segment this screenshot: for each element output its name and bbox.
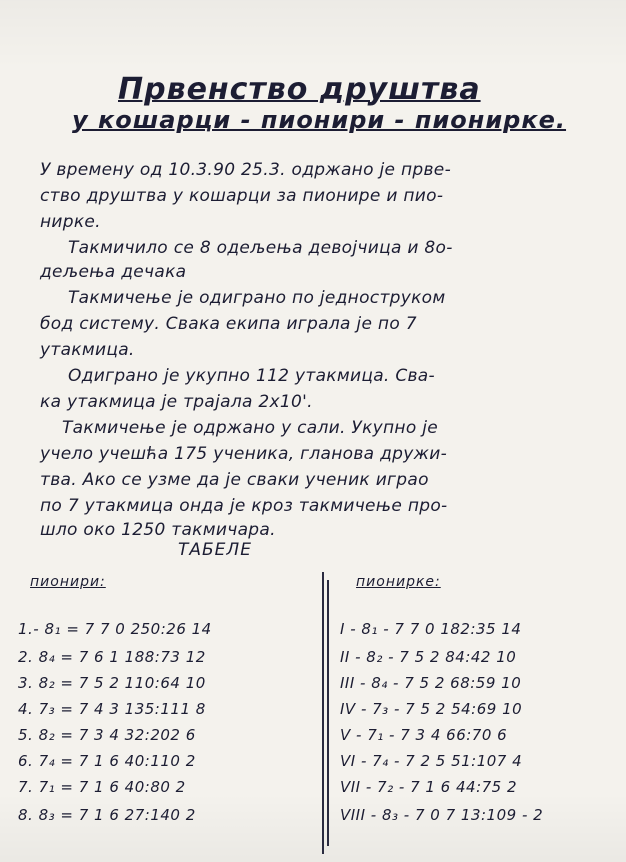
- title-line-2: у кошарци - пионири - пионирке.: [72, 106, 567, 134]
- boys-table-row: 4. 7₃ = 7 4 3 135:111 8: [18, 700, 206, 718]
- boys-table-row: 5. 8₂ = 7 3 4 32:202 6: [18, 726, 196, 744]
- girls-table-row: VIII - 8₃ - 7 0 7 13:109 - 2: [340, 806, 544, 824]
- paragraph-line: шло око 1250 такмичара.: [40, 520, 276, 540]
- paragraph-line: Такмичење је одиграно по једноструком: [68, 288, 446, 308]
- paragraph-line: дељења дечака: [40, 262, 187, 282]
- paragraph-line: утакмица.: [40, 340, 135, 360]
- paragraph-line: Одиграно је укупно 112 утакмица. Сва-: [68, 366, 435, 386]
- boys-table-row: 2. 8₄ = 7 6 1 188:73 12: [18, 648, 206, 666]
- paragraph-line: У времену од 10.3.90 25.3. одржано је прве-: [40, 160, 452, 180]
- girls-table-row: IV - 7₃ - 7 5 2 54:69 10: [340, 700, 523, 718]
- paragraph-line: нирке.: [40, 212, 101, 232]
- girls-table-row: III - 8₄ - 7 5 2 68:59 10: [340, 674, 522, 692]
- paragraph-line: ка утакмица је трајала 2x10'.: [40, 392, 313, 412]
- table-divider: [322, 572, 324, 854]
- boys-table-row: 6. 7₄ = 7 1 6 40:110 2: [18, 752, 196, 770]
- girls-table-row: II - 8₂ - 7 5 2 84:42 10: [340, 648, 517, 666]
- girls-table-row: VII - 7₂ - 7 1 6 44:75 2: [340, 778, 518, 796]
- paragraph-line: бод систему. Свака екипа играла је по 7: [40, 314, 417, 334]
- paragraph-line: Такмичило се 8 одељења девојчица и 8о-: [68, 238, 453, 258]
- tables-heading: ТАБЕЛЕ: [178, 540, 252, 560]
- boys-table-row: 3. 8₂ = 7 5 2 110:64 10: [18, 674, 206, 692]
- girls-table-row: V - 7₁ - 7 3 4 66:70 6: [340, 726, 508, 744]
- boys-table-row: 8. 8₃ = 7 1 6 27:140 2: [18, 806, 196, 824]
- paragraph-line: тва. Ако се узме да је сваки ученик играо: [40, 470, 429, 490]
- table-divider: [327, 580, 329, 846]
- paragraph-line: ство друштва у кошарци за пионире и пио-: [40, 186, 444, 206]
- paragraph-line: учело учешћа 175 ученика, гланова дружи-: [40, 444, 448, 464]
- girls-table-row: I - 8₁ - 7 7 0 182:35 14: [340, 620, 522, 638]
- boys-table-row: 7. 7₁ = 7 1 6 40:80 2: [18, 778, 186, 796]
- girls-table-row: VI - 7₄ - 7 2 5 51:107 4: [340, 752, 523, 770]
- title-line-1: Првенство друштва: [118, 72, 481, 107]
- boys-table-title: пионири:: [30, 574, 106, 590]
- paragraph-line: по 7 утакмица онда је кроз такмичење про-: [40, 496, 448, 516]
- boys-table-row: 1.- 8₁ = 7 7 0 250:26 14: [18, 620, 212, 638]
- paragraph-line: Такмичење је одржано у сали. Укупно је: [62, 418, 439, 438]
- girls-table-title: пионирке:: [356, 574, 441, 590]
